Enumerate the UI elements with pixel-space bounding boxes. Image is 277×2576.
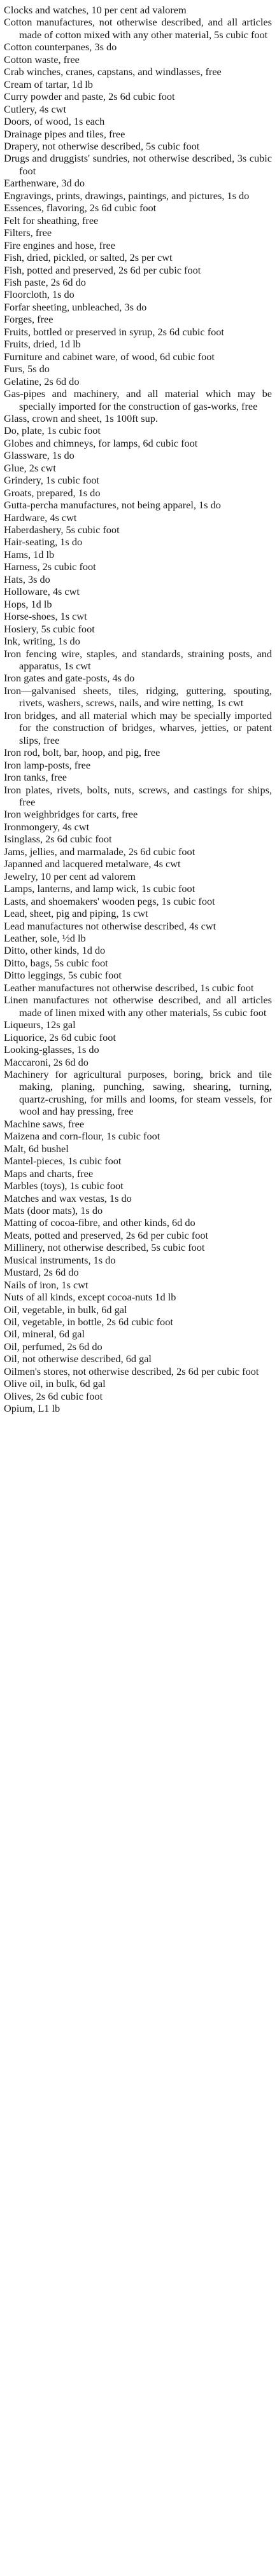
tariff-entry: Leather manufactures not otherwise described, 1s cubic foot [4, 981, 254, 994]
tariff-entry: Mustard, 2s 6d do [4, 1266, 79, 1279]
tariff-entry: Fish paste, 2s 6d do [4, 275, 86, 288]
tariff-entry: Drugs and druggists' sundries, not otherwise described, 3s cubic foot [4, 152, 272, 177]
tariff-entry: Cutlery, 4s cwt [4, 102, 66, 115]
tariff-entry: Maps and charts, free [4, 1167, 94, 1180]
tariff-entry: Oilmen's stores, not otherwise described, 2s 6d per cubic foot [4, 1365, 259, 1377]
tariff-entry: Lead, sheet, pig and piping, 1s cwt [4, 907, 148, 920]
tariff-entry: Iron gates and gate-posts, 4s do [4, 672, 135, 685]
tariff-entry: Ditto, bags, 5s cubic foot [4, 956, 108, 969]
tariff-entry: Japanned and lacquered metalware, 4s cwt [4, 858, 181, 870]
tariff-entry: Hats, 3s do [4, 573, 50, 585]
tariff-entry: Ditto leggings, 5s cubic foot [4, 969, 122, 982]
tariff-entry: Machine saws, free [4, 1117, 85, 1130]
tariff-entry: Matches and wax vestas, 1s do [4, 1192, 132, 1204]
tariff-entry: Hair-seating, 1s do [4, 536, 83, 548]
tariff-entry: Iron bridges, and all material which may be specially imported for the construction of bridges, wharves, jetties, or patent slips, free [4, 709, 272, 746]
tariff-entry: Jewelry, 10 per cent ad valorem [4, 870, 136, 882]
tariff-entry: Hosiery, 5s cubic foot [4, 622, 95, 635]
tariff-entry: Holloware, 4s cwt [4, 585, 80, 598]
tariff-entry: Olive oil, in bulk, 6d gal [4, 1377, 106, 1390]
tariff-entry: Lamps, lanterns, and lamp wick, 1s cubic foot [4, 882, 195, 895]
tariff-entry: Nails of iron, 1s cwt [4, 1278, 89, 1291]
tariff-entry: Iron weighbridges for carts, free [4, 808, 138, 821]
tariff-entry: Filters, free [4, 226, 52, 239]
tariff-entry: Cotton waste, free [4, 53, 80, 66]
tariff-entry: Maizena and corn-flour, 1s cubic foot [4, 1130, 160, 1143]
tariff-entry: Olives, 2s 6d cubic foot [4, 1389, 103, 1402]
tariff-entry: Horse-shoes, 1s cwt [4, 610, 87, 623]
tariff-entry: Gelatine, 2s 6d do [4, 375, 80, 387]
tariff-entry: Ink, writing, 1s do [4, 635, 80, 648]
tariff-entry: Engravings, prints, drawings, paintings, and pictures, 1s do [4, 189, 250, 202]
tariff-entry: Iron lamp-posts, free [4, 758, 91, 771]
tariff-entry: Musical instruments, 1s do [4, 1253, 116, 1266]
tariff-entry: Furniture and cabinet ware, of wood, 6d cubic foot [4, 350, 215, 363]
tariff-entry: Iron tanks, free [4, 771, 67, 784]
tariff-entry: Floorcloth, 1s do [4, 288, 75, 301]
tariff-entry: Mantel-pieces, 1s cubic foot [4, 1155, 122, 1167]
tariff-entry: Meats, potted and preserved, 2s 6d per cubic foot [4, 1229, 209, 1241]
tariff-entry: Gas-pipes and machinery, and all material which may be specially imported for the construction of gas-works, free [4, 387, 272, 412]
tariff-entry: Crab winches, cranes, capstans, and windlasses, free [4, 66, 222, 78]
tariff-entry: Fish, potted and preserved, 2s 6d per cubic foot [4, 263, 201, 276]
tariff-entry: Leather, sole, ½d lb [4, 931, 86, 944]
tariff-entry: Glass, crown and sheet, 1s 100ft sup. [4, 412, 158, 424]
tariff-entry: Machinery for agricultural purposes, boring, brick and tile making, planing, punching, sawing, shearing, turning, quartz-crushing, for mills and looms, for steam vessels, for wool and hay pressing, free [4, 1068, 272, 1118]
tariff-entry: Glue, 2s cwt [4, 461, 56, 474]
tariff-entry: Ditto, other kinds, 1d do [4, 944, 106, 957]
tariff-entry: Grindery, 1s cubic foot [4, 474, 99, 487]
tariff-entry: Oil, mineral, 6d gal [4, 1328, 85, 1340]
tariff-entry: Hams, 1d lb [4, 548, 55, 560]
tariff-entry: Do, plate, 1s cubic foot [4, 424, 101, 437]
tariff-entry: Malt, 6d bushel [4, 1142, 69, 1155]
tariff-entry: Oil, vegetable, in bottle, 2s 6d cubic foot [4, 1316, 173, 1328]
tariff-entry: Fruits, dried, 1d lb [4, 338, 81, 351]
tariff-entry: Liquorice, 2s 6d cubic foot [4, 1031, 116, 1043]
tariff-entry: Drapery, not otherwise described, 5s cubic foot [4, 139, 200, 152]
tariff-entry: Groats, prepared, 1s do [4, 486, 101, 499]
tariff-entry: Cream of tartar, 1d lb [4, 78, 93, 90]
tariff-entry: Oil, vegetable, in bulk, 6d gal [4, 1303, 127, 1316]
tariff-entry: Curry powder and paste, 2s 6d cubic foot [4, 90, 175, 103]
tariff-entry: Forfar sheeting, unbleached, 3s do [4, 300, 147, 313]
tariff-entry: Jams, jellies, and marmalade, 2s 6d cubic foot [4, 845, 195, 858]
tariff-entry: Mats (door mats), 1s do [4, 1204, 103, 1216]
tariff-entry: Marbles (toys), 1s cubic foot [4, 1180, 124, 1192]
tariff-entry: Opium, L1 lb [4, 1402, 60, 1415]
tariff-entry: Millinery, not otherwise described, 5s cubic foot [4, 1241, 205, 1254]
tariff-entry: Liqueurs, 12s gal [4, 1019, 76, 1031]
tariff-entry: Oil, not otherwise described, 6d gal [4, 1353, 152, 1365]
tariff-entry: Looking-glasses, 1s do [4, 1043, 99, 1056]
tariff-entry: Iron fencing wire, staples, and standards, straining posts, and apparatus, 1s cwt [4, 647, 272, 672]
tariff-entry: Lasts, and shoemakers' wooden pegs, 1s cubic foot [4, 895, 215, 907]
tariff-entry: Essences, flavoring, 2s 6d cubic foot [4, 202, 157, 214]
tariff-entry: Hardware, 4s cwt [4, 511, 77, 524]
tariff-entry: Clocks and watches, 10 per cent ad valorem [4, 4, 187, 16]
tariff-entry: Forges, free [4, 313, 53, 326]
tariff-entry: Glassware, 1s do [4, 449, 75, 462]
tariff-entry: Matting of cocoa-fibre, and other kinds, 6d do [4, 1216, 195, 1229]
tariff-entry: Globes and chimneys, for lamps, 6d cubic foot [4, 436, 198, 449]
tariff-entry: Gutta-percha manufactures, not being apparel, 1s do [4, 499, 221, 512]
tariff-entry: Maccaroni, 2s 6d do [4, 1055, 89, 1068]
tariff-entry: Oil, perfumed, 2s 6d do [4, 1340, 103, 1353]
tariff-entry: Lead manufactures not otherwise described, 4s cwt [4, 919, 217, 932]
tariff-entry: Ironmongery, 4s cwt [4, 820, 90, 833]
tariff-entry: Cotton counterpanes, 3s do [4, 41, 117, 53]
tariff-entry: Fire engines and hose, free [4, 239, 115, 251]
tariff-entry: Nuts of all kinds, except cocoa-nuts 1d lb [4, 1291, 176, 1304]
tariff-entry: Drainage pipes and tiles, free [4, 127, 125, 140]
tariff-entry: Felt for sheathing, free [4, 214, 99, 226]
tariff-entry: Iron plates, rivets, bolts, nuts, screws, and castings for ships, free [4, 783, 272, 808]
tariff-entry: Isinglass, 2s 6d cubic foot [4, 833, 112, 846]
tariff-entry: Linen manufactures not otherwise described, and all articles made of linen mixed with any other materials, 5s cubic foot [4, 994, 272, 1019]
tariff-entry: Doors, of wood, 1s each [4, 115, 105, 128]
tariff-entry: Furs, 5s do [4, 363, 50, 375]
tariff-entry: Haberdashery, 5s cubic foot [4, 524, 120, 536]
tariff-entry: Earthenware, 3d do [4, 177, 85, 190]
tariff-entry: Fish, dried, pickled, or salted, 2s per cwt [4, 251, 173, 264]
tariff-entry: Hops, 1d lb [4, 597, 52, 610]
tariff-entry: Cotton manufactures, not otherwise described, and all articles made of cotton mixed with any other material, 5s cubic foot [4, 16, 272, 41]
tariff-entry: Iron—galvanised sheets, tiles, ridging, guttering, spouting, rivets, washers, screws, nails, and wire netting, 1s cwt [4, 684, 272, 709]
tariff-entry: Fruits, bottled or preserved in syrup, 2s 6d cubic foot [4, 325, 224, 338]
tariff-entry: Iron rod, bolt, bar, hoop, and pig, free [4, 746, 160, 759]
tariff-entry: Harness, 2s cubic foot [4, 560, 96, 573]
